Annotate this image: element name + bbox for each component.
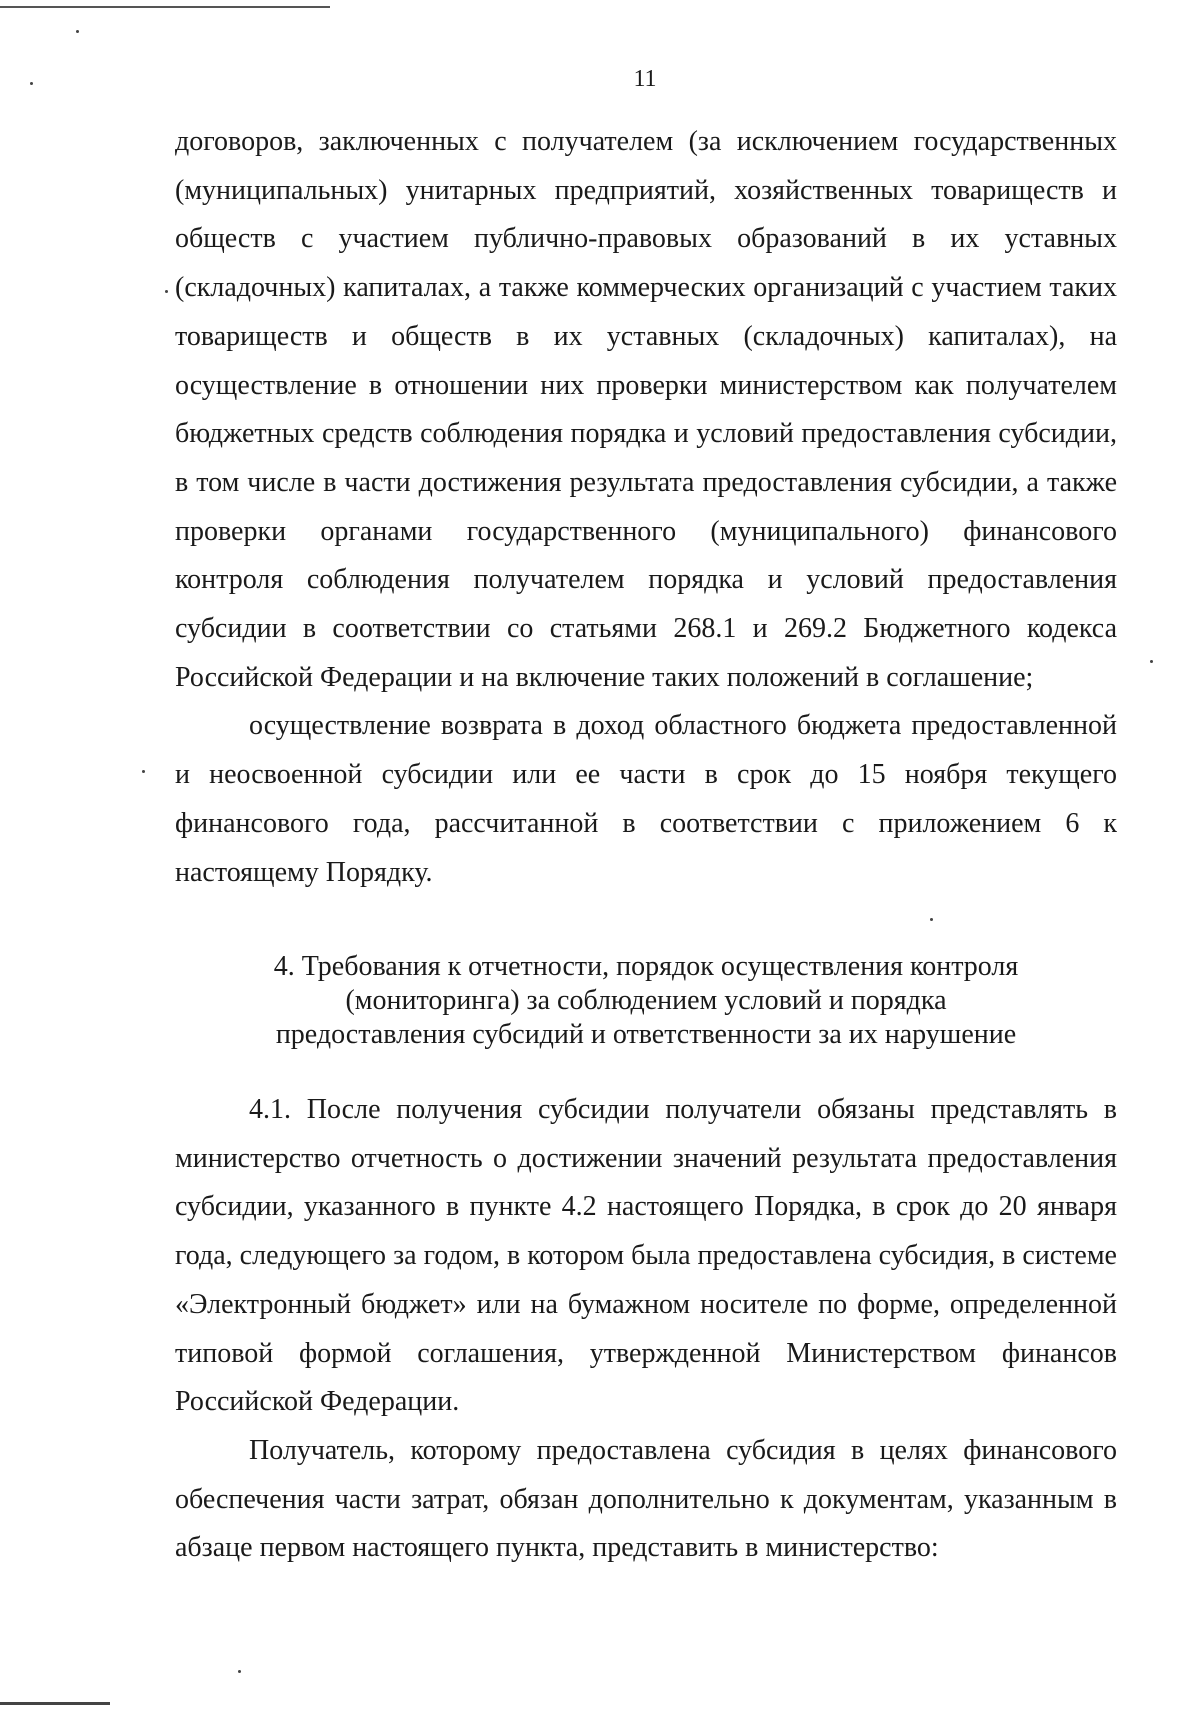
scan-edge-line <box>0 6 330 8</box>
body-text-section-4 <box>175 1086 1117 1573</box>
scan-speck <box>930 918 933 921</box>
section-heading <box>175 950 1117 1052</box>
recipient-paragraph: Получатель, которому предоставлена субсидия в целях финансового обеспечения части затрат, обязан дополнительно к документам, указанным в абзаце первом настоящего пункта, представить в министерство: <box>175 1434 1117 1564</box>
return-clause-paragraph: осуществление возврата в доход областного бюджета предоставленной и неосвоенной субсидии или ее части в срок до 15 ноября текущего финансового года, рассчитанной в соответствии с приложением 6 к настоящему Порядку. <box>175 710 1117 888</box>
scan-speck <box>142 770 145 773</box>
clause-4-1-paragraph: 4.1. После получения субсидии получатели обязаны представлять в министерство отчетность о достижении значений результата предоставления субсидии, указанного в пункте 4.2 настоящего Порядка, в срок до 20 января года, следующего за годом, в котором была предоставлена субсидия, в системе «Электронный бюджет» или на бумажном носителе по форме, определенной типовой формой соглашения, утвержденной Министерством финансов Российской Федерации. <box>175 1094 1117 1418</box>
section-heading-line: предоставления субсидий и ответственности за их нарушение <box>275 1019 1017 1050</box>
scan-speck <box>165 290 168 293</box>
scan-edge-line <box>0 1702 110 1705</box>
scan-speck <box>1150 660 1153 663</box>
section-heading-line: (мониторинга) за соблюдением условий и порядка <box>345 985 947 1016</box>
scan-speck <box>76 30 79 33</box>
scan-speck <box>238 1670 241 1673</box>
page-number: 11 <box>633 66 657 92</box>
continuation-paragraph: договоров, заключенных с получателем (за исключением государственных (муниципальных) унитарных предприятий, хозяйственных товариществ и обществ с участием публично-правовых образований в их уставных (складочных) капиталах, а также коммерческих организаций с участием таких товариществ и обществ в их уставных (складочных) капиталах), на осуществление в отношении них проверки министерством как получателем бюджетных средств соблюдения порядка и условий предоставления субсидии, в том числе в части достижения результата предоставления субсидии, а также проверки органами государственного (муниципального) финансового контроля соблюдения получателем порядка и условий предоставления субсидии в соответствии со статьями 268.1 и 269.2 Бюджетного кодекса Российской Федерации и на включение таких положений в соглашение; <box>175 126 1117 693</box>
section-heading-line: 4. Требования к отчетности, порядок осуществления контроля <box>273 951 1019 982</box>
body-text-continuation <box>175 118 1117 897</box>
